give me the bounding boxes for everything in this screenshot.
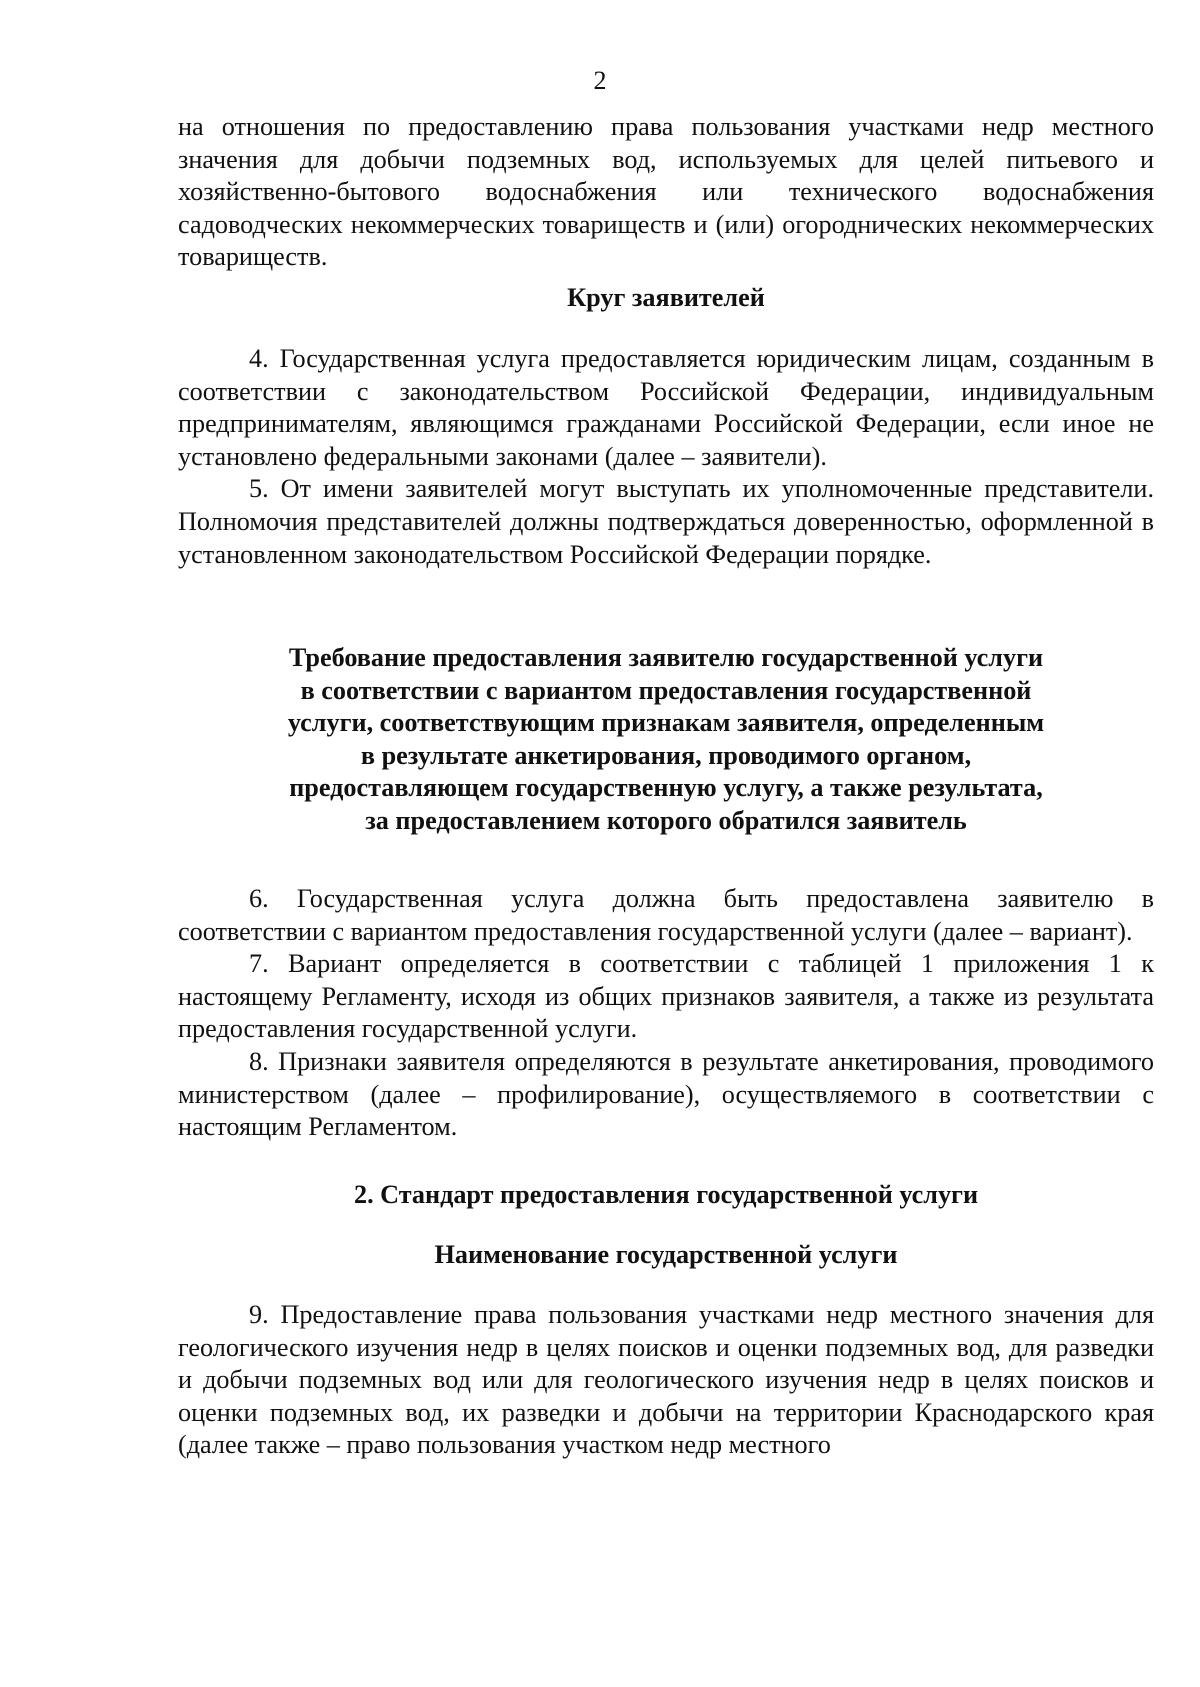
applicants-body xyxy=(178,343,1154,571)
applicants-heading: Круг заявителей xyxy=(567,283,765,312)
page-number: 2 xyxy=(593,66,607,95)
requirement-heading: Требование предоставления заявителю государственной услуги в соответствии с вариантом предоставления государственной услуги, соответствующим признакам заявителя, определенным в результате анкетирования, проводимого органом, предоставляющем государственную услугу, а также результата, за предоставлением которого обратился заявитель xyxy=(287,643,1045,835)
paragraph-9: 9. Предоставление права пользования участками недр местного значения для геологического изучения недр в целях поисков и оценки подземных вод, для разведки и добычи подземных вод или для геологического изучения недр в целях поисков и оценки подземных вод, их разведки и добычи на территории Краснодарского края (далее также – право пользования участком недр местного xyxy=(178,1300,1154,1460)
intro-paragraph xyxy=(178,111,1154,274)
paragraph-4: 4. Государственная услуга предоставляется юридическим лицам, созданным в соответствии с законодательством Российской Федерации, индивидуальным предпринимателям, являющимся гражданами Российской Федерации, если иное не установлено федеральными законами (далее – заявители). xyxy=(178,344,1154,471)
paragraph-5: 5. От имени заявителей могут выступать их уполномоченные представители. Полномочия представителей должны подтверждаться доверенностью, оформленной в установленном законодательством Российской Федерации порядке. xyxy=(178,474,1154,569)
paragraph-7: 7. Вариант определяется в соответствии с таблицей 1 приложения 1 к настоящему Регламенту, исходя из общих признаков заявителя, а также из результата предоставления государственной услуги. xyxy=(178,949,1154,1044)
standard-heading: 2. Стандарт предоставления государственной услуги xyxy=(353,1180,979,1209)
requirement-section xyxy=(178,642,1154,838)
service-name-heading: Наименование государственной услуги xyxy=(434,1240,898,1269)
paragraph-8: 8. Признаки заявителя определяются в результате анкетирования, проводимого министерством (далее – профилирование), осуществляемого в соответствии с настоящим Регламентом. xyxy=(178,1046,1154,1142)
applicants-section xyxy=(178,282,1154,315)
requirement-body xyxy=(178,883,1154,1144)
intro-text: на отношения по предоставлению права пользования участками недр местного значения для добычи подземных вод, используемых для целей питьевого и хозяйственно-бытового водоснабжения или технического водоснабжения садоводческих некоммерческих товариществ и (или) огороднических некоммерческих товариществ. xyxy=(178,112,1154,272)
service-name-body xyxy=(178,1299,1154,1462)
service-name-section xyxy=(178,1239,1154,1272)
standard-section xyxy=(178,1179,1154,1212)
paragraph-6: 6. Государственная услуга должна быть предоставлена заявителю в соответствии с вариантом предоставления государственной услуги (далее – вариант). xyxy=(178,884,1154,946)
